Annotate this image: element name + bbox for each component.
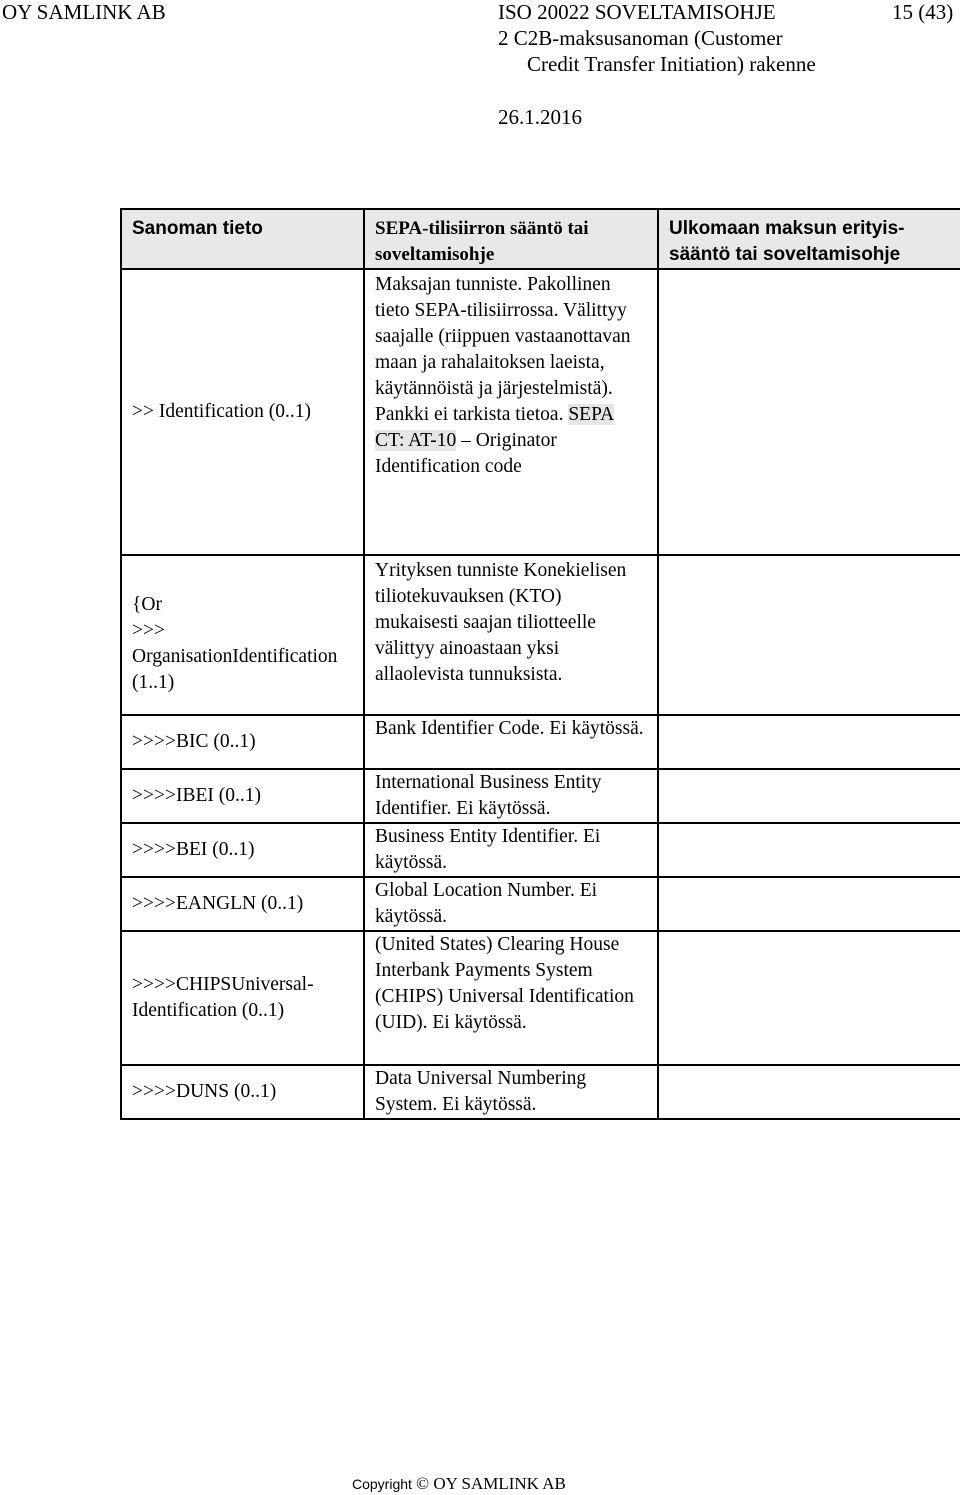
foreign-rule-cell xyxy=(658,269,960,555)
rule-cell: (United States) Clearing House Interbank Payments System (CHIPS) Universal Identification (UID). Ei käytössä. xyxy=(364,931,658,1065)
field-cell: >>>>IBEI (0..1) xyxy=(121,769,364,823)
table-row xyxy=(121,269,960,555)
foreign-rule-cell xyxy=(658,1065,960,1119)
header-date: 26.1.2016 xyxy=(498,105,582,129)
copyright-icon: © xyxy=(416,1474,430,1493)
field-cell: >>>>BIC (0..1) xyxy=(121,715,364,769)
field-cell: >>>>BEI (0..1) xyxy=(121,823,364,877)
footer-owner: OY SAMLINK AB xyxy=(433,1474,566,1493)
table-row xyxy=(121,555,960,715)
field-level-marker: >>> xyxy=(132,620,165,641)
field-cell: >>>>DUNS (0..1) xyxy=(121,1065,364,1119)
field-name: OrganisationIdentification (1..1) xyxy=(132,646,338,693)
foreign-rule-cell xyxy=(658,555,960,715)
rule-text: Maksajan tunniste. Pakollinen tieto SEPA-tilisiirrossa. Välittyy saajalle (riippuen vastaanottavan maan ja rahalaitoksen laeista, käytännöistä ja järjestelmistä). Pankki ei tarkista tietoa. xyxy=(375,274,631,425)
field-cell: >> Identification (0..1) xyxy=(121,269,364,555)
foreign-rule-cell xyxy=(658,769,960,823)
rule-cell: International Business Entity Identifier. Ei käytössä. xyxy=(364,769,658,823)
rule-cell: Bank Identifier Code. Ei käytössä. xyxy=(364,715,658,769)
table-header-row xyxy=(121,209,960,269)
sepa-reference-text: – Originator Identification code xyxy=(375,430,557,477)
rule-cell: Global Location Number. Ei käytössä. xyxy=(364,877,658,931)
copyright-label: Copyright xyxy=(352,1476,412,1492)
header-page-number: 15 (43) xyxy=(892,0,954,24)
rule-cell: Data Universal Numbering System. Ei käytössä. xyxy=(364,1065,658,1119)
page-footer xyxy=(352,1473,566,1495)
foreign-rule-cell xyxy=(658,715,960,769)
table-row xyxy=(121,769,960,823)
header-chapter-line1: 2 C2B-maksusanoman (Customer xyxy=(498,26,783,50)
rule-cell xyxy=(364,269,658,555)
header-company: OY SAMLINK AB xyxy=(2,0,166,24)
rule-cell: Yrityksen tunniste Konekielisen tiliotekuvauksen (KTO) mukaisesti saajan tiliotteelle välittyy ainoastaan yksi allaolevista tunnuksista. xyxy=(364,555,658,715)
rule-cell: Business Entity Identifier. Ei käytössä. xyxy=(364,823,658,877)
table-row xyxy=(121,931,960,1065)
field-cell xyxy=(121,555,364,715)
table-row xyxy=(121,877,960,931)
foreign-rule-cell xyxy=(658,931,960,1065)
table-row xyxy=(121,1065,960,1119)
field-cell: >>>>EANGLN (0..1) xyxy=(121,877,364,931)
message-field-table xyxy=(120,208,960,1120)
field-cell: >>>>CHIPSUniversal-Identification (0..1) xyxy=(121,931,364,1065)
sepa-reference: SEPA CT: AT-10 xyxy=(375,404,615,451)
foreign-rule-cell xyxy=(658,877,960,931)
column-header-field: Sanoman tieto xyxy=(121,209,364,269)
header-chapter-line2: Credit Transfer Initiation) rakenne xyxy=(527,52,816,76)
column-header-foreign-rule: Ulkomaan maksun erityis-sääntö tai soveltamisohje xyxy=(658,209,960,269)
field-choice-marker: {Or xyxy=(132,594,162,615)
table-row xyxy=(121,715,960,769)
table-row xyxy=(121,823,960,877)
header-document-title: ISO 20022 SOVELTAMISOHJE xyxy=(498,0,776,24)
foreign-rule-cell xyxy=(658,823,960,877)
column-header-sepa-rule: SEPA-tilisiirron sääntö tai soveltamisohje xyxy=(364,209,658,269)
